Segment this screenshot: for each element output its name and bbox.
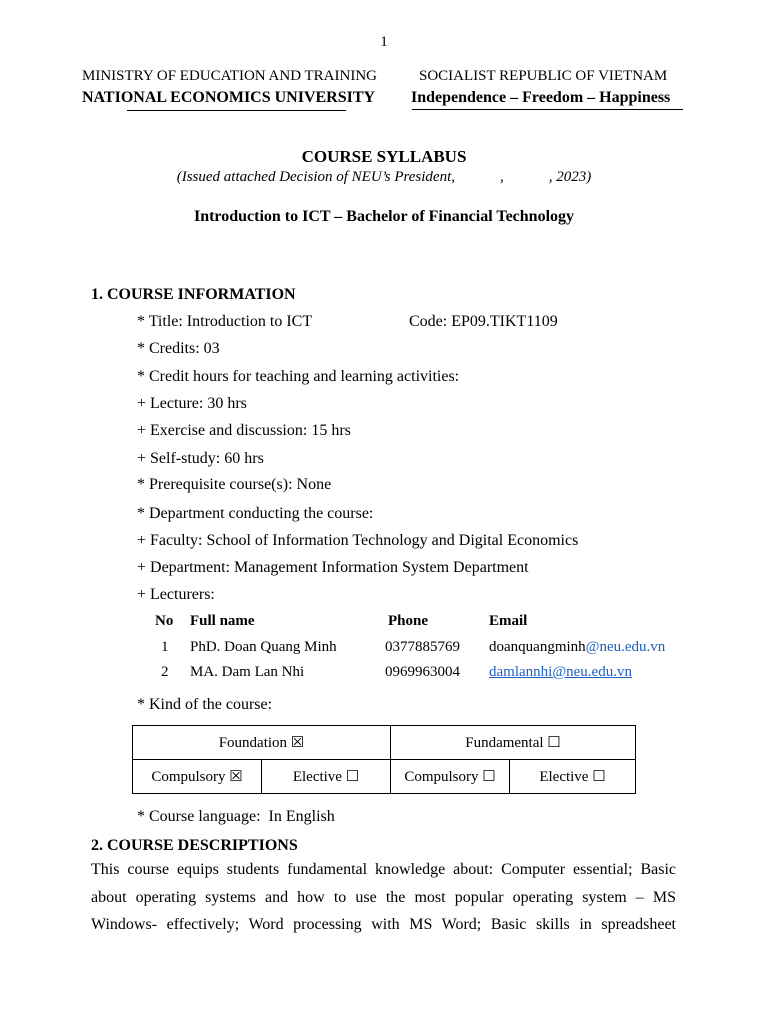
lecture-hours-line: + Lecture: 30 hrs [137, 395, 247, 412]
credit-hours-line: * Credit hours for teaching and learning activities: [137, 368, 460, 385]
exercise-hours-line: + Exercise and discussion: 15 hrs [137, 422, 351, 439]
university-underline [127, 110, 346, 111]
course-language-line: * Course language: In English [137, 808, 335, 825]
lecturer-row-2-no: 2 [161, 664, 169, 680]
course-name: Introduction to ICT – Bachelor of Financial Technology [193, 208, 575, 225]
lecturer-header-no: No [155, 613, 174, 629]
fundamental-cell: Fundamental ☐ [391, 726, 636, 760]
course-code-line: Code: EP09.TIKT1109 [409, 313, 558, 330]
document-subtitle: (Issued attached Decision of NEU’s President, , , 2023) [176, 169, 592, 185]
compulsory-foundation-cell: Compulsory ☒ [133, 760, 262, 794]
lecturer-header-phone: Phone [388, 613, 429, 629]
university-name: NATIONAL ECONOMICS UNIVERSITY [82, 89, 376, 106]
section-1-heading: 1. COURSE INFORMATION [91, 286, 296, 303]
credits-line: * Credits: 03 [137, 340, 220, 357]
kind-of-course-line: * Kind of the course: [137, 696, 273, 713]
description-line-3: Windows- effectively; Word processing with MS Word; Basic skills in spreadsheet [91, 916, 676, 933]
ministry-name: MINISTRY OF EDUCATION AND TRAINING [82, 68, 378, 84]
lecturer-row-1-name: PhD. Doan Quang Minh [190, 639, 337, 655]
foundation-cell: Foundation ☒ [133, 726, 391, 760]
compulsory-fundamental-cell: Compulsory ☐ [391, 760, 510, 794]
lecturer-row-1-no: 1 [161, 639, 169, 655]
kind-of-course-table [132, 725, 636, 794]
lecturer-row-2-phone: 0969963004 [385, 664, 460, 680]
motto-underline [412, 109, 683, 110]
course-description-paragraph [91, 856, 676, 939]
section-2-heading: 2. COURSE DESCRIPTIONS [91, 837, 298, 854]
course-title-line: * Title: Introduction to ICT [137, 313, 313, 330]
email-domain-link[interactable]: @neu.edu.vn [585, 639, 666, 655]
department-conducting-line: * Department conducting the course: [137, 505, 374, 522]
lecturer-row-2-name: MA. Dam Lan Nhi [190, 664, 305, 680]
lecturers-line: + Lecturers: [137, 586, 215, 603]
lecturer-row-2-email-link[interactable]: damlannhi@neu.edu.vn [489, 664, 632, 680]
republic-name: SOCIALIST REPUBLIC OF VIETNAM [419, 68, 668, 84]
description-line-1: This course equips students fundamental knowledge about: Computer essential; Basic [91, 861, 676, 878]
email-user-part: doanquangminh [489, 639, 586, 655]
description-line-2: about operating systems and how to use the most popular operating system – MS [91, 888, 676, 906]
faculty-line: + Faculty: School of Information Technology and Digital Economics [137, 532, 579, 549]
department-line: + Department: Management Information System Department [137, 559, 529, 576]
lecturer-header-email: Email [489, 613, 528, 629]
page-number: 1 [380, 34, 388, 50]
lecturer-row-1-email[interactable] [489, 639, 665, 656]
prerequisite-line: * Prerequisite course(s): None [137, 476, 332, 493]
lecturer-row-1-phone: 0377885769 [385, 639, 460, 655]
national-motto: Independence – Freedom – Happiness [411, 89, 671, 106]
self-study-hours-line: + Self-study: 60 hrs [137, 450, 264, 467]
lecturer-header-name: Full name [190, 613, 255, 629]
elective-fundamental-cell: Elective ☐ [510, 760, 636, 794]
document-title: COURSE SYLLABUS [301, 147, 467, 166]
elective-foundation-cell: Elective ☐ [262, 760, 391, 794]
